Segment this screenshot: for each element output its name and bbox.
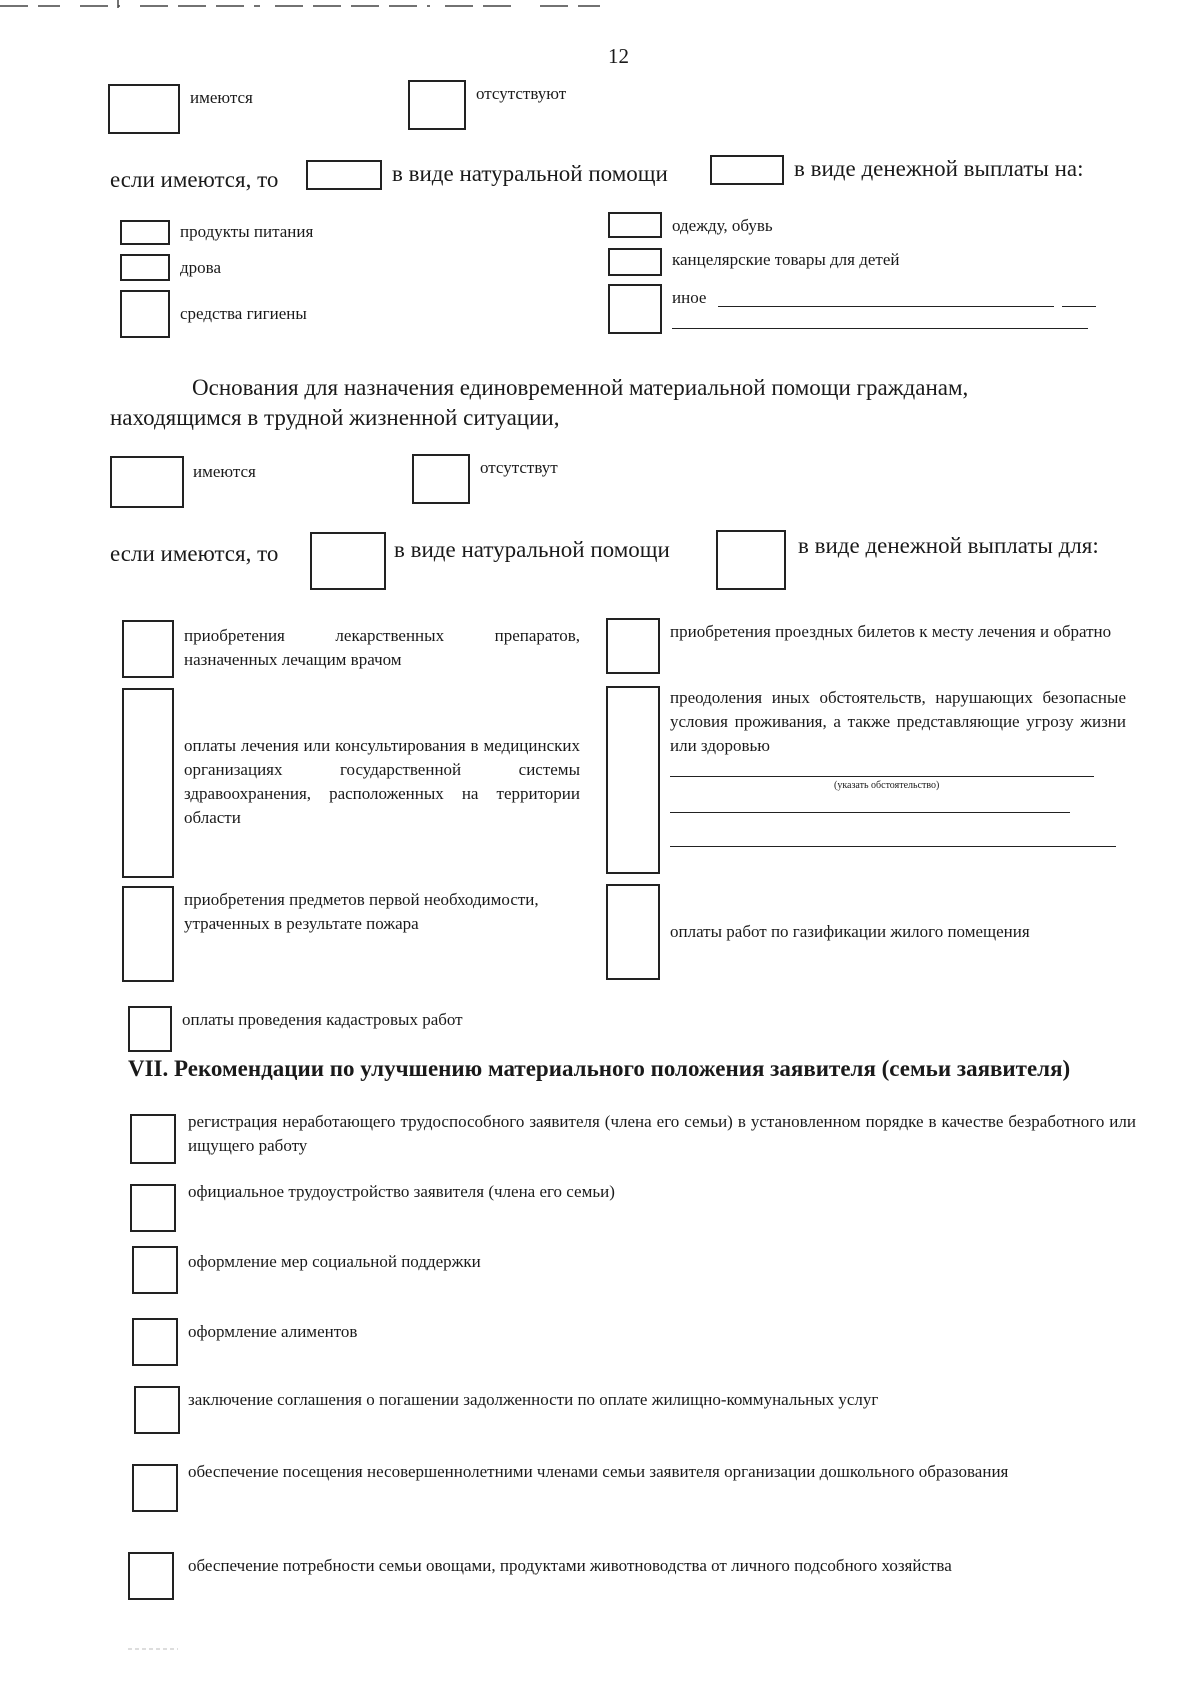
grounds-absent-label: отсутствут bbox=[480, 458, 558, 477]
recommendation-checkbox-7[interactable] bbox=[128, 1552, 174, 1600]
grounds-cash-checkbox[interactable] bbox=[716, 530, 786, 590]
recommendation-checkbox-2[interactable] bbox=[130, 1184, 176, 1232]
recommendation-label-4: оформление алиментов bbox=[188, 1322, 358, 1341]
grounds-cash-label: в виде денежной выплаты для: bbox=[798, 533, 1099, 558]
fire-items-checkbox[interactable] bbox=[122, 886, 174, 982]
cadastral-label: оплаты проведения кадастровых работ bbox=[182, 1010, 463, 1029]
other-input-line[interactable] bbox=[718, 306, 1054, 307]
grounds-in-kind-checkbox[interactable] bbox=[310, 532, 386, 590]
recommendation-label-1: регистрация неработающего трудоспособного заявителя (члена его семьи) в установленном порядке в качестве безработного или ищущего работу bbox=[188, 1112, 1136, 1155]
circumstance-input-line-2[interactable] bbox=[670, 812, 1070, 813]
other-input-line-2[interactable] bbox=[672, 328, 1088, 329]
grounds-in-kind-label: в виде натуральной помощи bbox=[394, 537, 670, 562]
clothes-label: одежду, обувь bbox=[672, 216, 773, 235]
tickets-label: приобретения проездных билетов к месту лечения и обратно bbox=[670, 622, 1112, 641]
in-kind-checkbox[interactable] bbox=[306, 160, 382, 190]
treatment-checkbox[interactable] bbox=[122, 688, 174, 878]
page-number: 12 bbox=[608, 44, 629, 68]
tickets-checkbox[interactable] bbox=[606, 618, 660, 674]
present-label: имеются bbox=[190, 88, 253, 107]
grounds-if-present-label: если имеются, то bbox=[110, 541, 279, 566]
grounds-intro-line2: находящимся в трудной жизненной ситуации, bbox=[110, 405, 560, 430]
gasification-label: оплаты работ по газификации жилого помещения bbox=[670, 922, 1030, 941]
cash-label: в виде денежной выплаты на: bbox=[794, 156, 1084, 181]
grounds-intro-line1: Основания для назначения единовременной материальной помощи гражданам, bbox=[192, 375, 969, 400]
medicines-label: приобретения лекарственных препаратов, назначенных лечащим врачом bbox=[184, 626, 580, 669]
fire-items-label: приобретения предметов первой необходимости, утраченных в результате пожара bbox=[184, 890, 539, 933]
recommendation-checkbox-1[interactable] bbox=[130, 1114, 176, 1164]
in-kind-label: в виде натуральной помощи bbox=[392, 161, 668, 186]
other-circumstances-label: преодоления иных обстоятельств, нарушающих безопасные условия проживания, а также представляющие угрозу жизни или здоровью bbox=[670, 688, 1126, 755]
other-circumstances-checkbox[interactable] bbox=[606, 686, 660, 874]
circumstance-input-line-3[interactable] bbox=[670, 846, 1116, 847]
grounds-present-checkbox[interactable] bbox=[110, 456, 184, 508]
hygiene-checkbox[interactable] bbox=[120, 290, 170, 338]
recommendation-checkbox-3[interactable] bbox=[132, 1246, 178, 1294]
present-checkbox[interactable] bbox=[108, 84, 180, 134]
other-label: иное bbox=[672, 288, 707, 307]
if-present-label: если имеются, то bbox=[110, 167, 279, 192]
recommendation-label-6: обеспечение посещения несовершеннолетними членами семьи заявителя организации дошкольного образования bbox=[188, 1462, 1009, 1481]
food-label: продукты питания bbox=[180, 222, 314, 241]
circumstance-input-line[interactable] bbox=[670, 776, 1094, 777]
firewood-label: дрова bbox=[180, 258, 221, 277]
scan-edge-marks bbox=[0, 0, 700, 10]
recommendation-checkbox-5[interactable] bbox=[134, 1386, 180, 1434]
recommendation-label-3: оформление мер социальной поддержки bbox=[188, 1252, 481, 1271]
specify-hint: (указать обстоятельство) bbox=[834, 780, 940, 791]
grounds-present-label: имеются bbox=[193, 462, 256, 481]
section-7-title: VII. Рекомендации по улучшению материального положения заявителя (семьи заявителя) bbox=[128, 1056, 1071, 1081]
medicines-checkbox[interactable] bbox=[122, 620, 174, 678]
cadastral-checkbox[interactable] bbox=[128, 1006, 172, 1052]
absent-label: отсутствуют bbox=[476, 84, 567, 103]
scan-mark bbox=[128, 1646, 188, 1652]
gasification-checkbox[interactable] bbox=[606, 884, 660, 980]
stationery-label: канцелярские товары для детей bbox=[672, 250, 900, 269]
stationery-checkbox[interactable] bbox=[608, 248, 662, 276]
other-input-line-tail bbox=[1062, 306, 1096, 307]
treatment-label: оплаты лечения или консультирования в медицинских организациях государственной системы здравоохранения, расположенных на территории области bbox=[184, 736, 580, 827]
firewood-checkbox[interactable] bbox=[120, 254, 170, 281]
clothes-checkbox[interactable] bbox=[608, 212, 662, 238]
recommendation-checkbox-6[interactable] bbox=[132, 1464, 178, 1512]
recommendation-label-2: официальное трудоустройство заявителя (члена его семьи) bbox=[188, 1182, 615, 1201]
other-checkbox[interactable] bbox=[608, 284, 662, 334]
grounds-absent-checkbox[interactable] bbox=[412, 454, 470, 504]
absent-checkbox[interactable] bbox=[408, 80, 466, 130]
recommendation-label-5: заключение соглашения о погашении задолженности по оплате жилищно-коммунальных услуг bbox=[188, 1390, 879, 1409]
cash-checkbox[interactable] bbox=[710, 155, 784, 185]
recommendation-checkbox-4[interactable] bbox=[132, 1318, 178, 1366]
food-checkbox[interactable] bbox=[120, 220, 170, 245]
hygiene-label: средства гигиены bbox=[180, 304, 307, 323]
recommendation-label-7: обеспечение потребности семьи овощами, продуктами животноводства от личного подсобного хозяйства bbox=[188, 1556, 952, 1575]
